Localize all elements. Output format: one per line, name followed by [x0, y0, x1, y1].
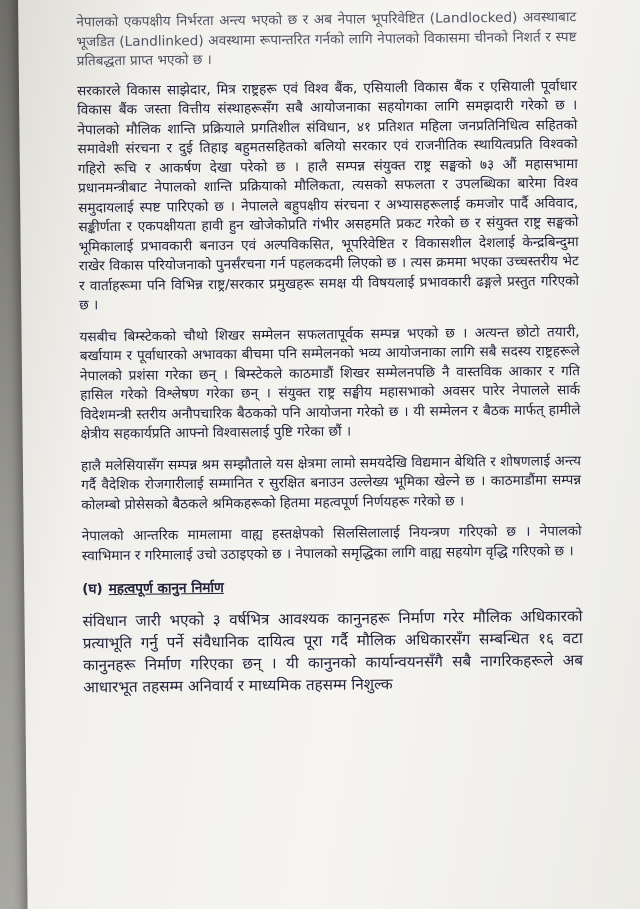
paragraph-development-partners: सरकारले विकास साझेदार, मित्र राष्ट्रहरू एवं विश्व बैंक, एसियाली विकास बैंक र एसियाली पूर्वाधार विकास बैंक जस्ता वित्तीय संस्थाहरूसँग सबै आयोजनाका सहयोगका लागि समझदारी गरेको छ । नेपालको मौलिक शान्ति प्रक्रियाले प्रगतिशील संविधान, ४१ प्रतिशत महिला जनप्रतिनिधित्व सहितको समावेशी संरचना र दुई तिहाइ बहुमतसहितको बलियो सरकार एवं राजनीतिक स्थायित्वप्रति विश्वको गहिरो रूचि र आकर्षण देखा परेको छ । हालै सम्पन्न संयुक्त राष्ट्र सङ्घको ७३ औं महासभामा प्रधानमन्त्रीबाट नेपालको शान्ति प्रक्रियाको मौलिकता, त्यसको सफलता र उपलब्धिका बारेमा विश्व समुदायलाई स्पष्ट पारिएको छ । नेपालले बहुपक्षीय संरचना र अभ्यासहरूलाई कमजोर पार्दै अविवाद, सङ्कीर्णता र एकपक्षीयता हावी हुन खोजेकोप्रति गंभीर असहमति प्रकट गरेको छ र संयुक्त राष्ट्र सङ्घको भूमिकालाई प्रभावकारी बनाउन एवं अल्पविकसित, भूपरिवेष्टित र विकासशील देशलाई केन्द्रबिन्दुमा राखेर विकास परियोजनाको पुनर्संरचना गर्न पहलकदमी लिएको छ । त्यस क्रममा भएका उच्चस्तरीय भेट र वार्ताहरूमा पनि विभिन्न राष्ट्र/सरकार प्रमुखहरू समक्ष यी विषयलाई प्रभावकारी ढङ्गले प्रस्तुत गरिएको छ । — [76, 77, 580, 314]
document-body — [76, 2, 583, 698]
section-title: महत्वपूर्ण कानुन निर्माण — [108, 579, 224, 598]
section-heading — [82, 575, 582, 600]
paragraph-labour-agreement: हालै मलेसियासँग सम्पन्न श्रम सम्झौताले यस क्षेत्रमा लामो समयदेखि विद्यमान बेथिति र शोषणलाई अन्त्य गर्दै वैदेशिक रोजगारीलाई सम्मानित र सुरक्षित बनाउन उल्लेख्य भूमिका खेल्ने छ । काठमाडौंमा सम्पन्न कोलम्बो प्रोसेसको बैठकले श्रमिकहरूको हितमा महत्वपूर्ण निर्णयहरू गरेको छ । — [80, 452, 582, 513]
document-page — [18, 0, 640, 909]
paragraph-bimstec: यसबीच बिम्स्टेकको चौथो शिखर सम्मेलन सफलतापूर्वक सम्पन्न भएको छ । अत्यन्त छोटो तयारी, बर्खायाम र पूर्वाधारको अभावका बीचमा पनि सम्मेलनको भव्य आयोजनाका लागि सबै सदस्य राष्ट्रहरूले नेपालको प्रशंसा गरेका छन् । बिम्स्टेकले काठमाडौं शिखर सम्मेलनपछि नै वास्तविक आकार र गति हासिल गरेको विश्लेषण गरेका छन् । संयुक्त राष्ट्र सङ्घीय महासभाको अवसर पारेर नेपालले सार्क विदेशमन्त्री स्तरीय अनौपचारिक बैठकको पनि आयोजना गरेको छ । यी सम्मेलन र बैठक मार्फत् हामीले क्षेत्रीय सहकार्यप्रति आफ्नो विश्वासलाई पुष्टि गरेका छौं । — [79, 323, 581, 443]
paragraph-laws: संविधान जारी भएको ३ वर्षभित्र आवश्यक कानुनहरू निर्माण गरेर मौलिक अधिकारको प्रत्याभूति गर्नु पर्ने संवैधानिक दायित्व पूरा गर्दै मौलिक अधिकारसँग सम्बन्धित १६ वटा कानुनहरू निर्माण गरिएका छन् । यी कानुनको कार्यान्वयनसँगै सबै नागरिकहरूले अब आधारभूत तहसम्म अनिवार्य र माध्यमिक तहसम्म निशुल्क — [82, 606, 584, 696]
paragraph-landlocked: नेपालको एकपक्षीय निर्भरता अन्त्य भएको छ र अब नेपाल भूपरिवेष्टित (Landlocked) अवस्थाबाट भूजडित (Landlinked) अवस्थामा रूपान्तरित गर्नको लागि नेपालको विकासमा चीनको निशर्त र स्पष्ट प्रतिबद्धता प्राप्त भएको छ । — [76, 9, 577, 70]
paragraph-internal-affairs: नेपालको आन्तरिक मामलामा वाह्य हस्तक्षेपको सिलसिलालाई नियन्त्रण गरिएको छ । नेपालको स्वाभिमान र गरिमालाई उचो उठाइएको छ । नेपालको समृद्धिका लागि वाह्य सहयोग वृद्धि गरिएको छ । — [81, 523, 582, 564]
section-number: (घ) — [82, 581, 103, 598]
